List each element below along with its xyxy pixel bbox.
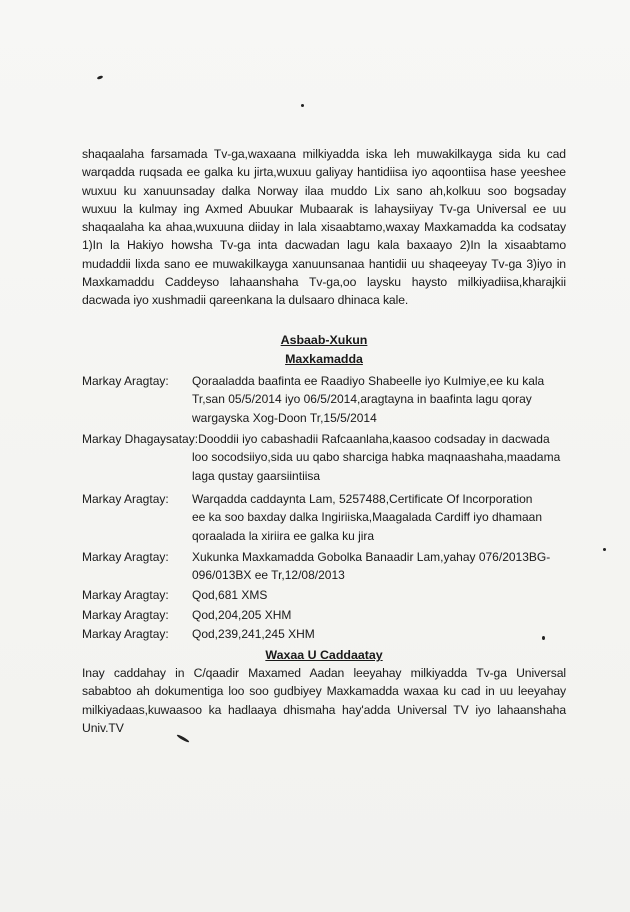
text-line: dacwada iyo xushmadii qareenkana la dulsaaro dhinaca kale. (82, 293, 409, 308)
finding-text: Dooddii iyo cabashadii Rafcaanlaha,kaasoo codsaday in dacwada (198, 432, 550, 446)
text-line: shaqaalaha farsamada Tv-ga,waxaana milkiyadda iska leh muwakilkayga sida ku cad (82, 147, 566, 161)
section-heading-asbaab: Asbaab-Xukun (280, 333, 368, 347)
finding-text: Qod,204,205 XHM (192, 608, 292, 622)
finding-text: 096/013BX ee Tr,12/08/2013 (192, 568, 345, 583)
finding-label: Markay Aragtay: (82, 492, 169, 506)
text-line: 1)In la Hakiyo howsha Tv-ga inta dacwadan lagu kala baxaayo 2)In la xisaabtamo (82, 238, 566, 253)
text-line: warqadda ruqsada ee galka ku jirta,wuxuu galiyay hantidiisa iyo aqoontiisa hase yeeshee (82, 165, 566, 180)
text-line: wuxuu ku xanuunsaday dalka Norway ilaa muddo Lix sano ah,kolkuu soo bogsaday (82, 183, 566, 198)
scan-speck (603, 548, 606, 551)
finding-label: Markay Aragtay: (82, 627, 169, 641)
finding-text: Tr,san 05/5/2014 iyo 06/5/2014,aragtayna in baafinta lagu qoray (192, 392, 532, 407)
scan-speck (301, 104, 304, 107)
text-line: sababtoo ah dokumentiga loo soo gudbiyey Maxkamadda waxaa ku cad in uu leeyahay (82, 684, 566, 699)
finding-text: laga qustay gaarsiintiisa (192, 468, 321, 483)
finding-text: Qod,239,241,245 XHM (192, 627, 315, 641)
text-line: Inay caddahay in C/qaadir Maxamed Aadan leeyahay milkiyadda Tv-ga Universal (82, 666, 566, 680)
finding-label: Markay Aragtay: (82, 588, 169, 602)
section-heading-caddaatay: Waxaa U Caddaatay (265, 648, 383, 662)
finding-text: Qoraaladda baafinta ee Raadiyo Shabeelle iyo Kulmiye,ee ku kala (192, 374, 545, 388)
finding-text: Warqadda caddaynta Lam, 5257488,Certificate Of Incorporation (192, 492, 533, 506)
finding-text: Xukunka Maxkamadda Gobolka Banaadir Lam,yahay 076/2013BG- (192, 550, 551, 564)
finding-text: loo socodsiiyo,sida uu qabo sharciga habka maqnaashaha,maadama (192, 450, 561, 465)
intro-paragraph (82, 145, 566, 310)
finding-label: Markay Aragtay: (82, 608, 169, 622)
finding-label: Markay Aragtay: (82, 374, 169, 388)
text-line: shaqaalaha ka ahaa,wuxuuna diiday in lala xisaabtamo,waxay Maxkamadda ka codsatay (82, 220, 566, 235)
text-line: wuxuu la kulmay ing Axmed Abuukar Mubaarak is lahaysiiyay Tv-ga Universal ee uu (82, 201, 566, 216)
text-line: Maxkamaddu Caddeyso lahaanshaha Tv-ga,oo laysku haysto milkiyadiisa,kharajkii (82, 275, 566, 290)
finding-label: Markay Aragtay: (82, 550, 169, 564)
text-line: milkiyadaas,kuwaasoo ka hadlaaya dhismaha hay'adda Universal TV iyo lahaanshaha (82, 702, 566, 717)
scan-speck (97, 75, 104, 80)
text-line: mudaddii lixda sano ee muwakilkayga xanuunsanaa hantidii uu shaqeeyay Tv-ga 3)iyo in (82, 256, 566, 271)
finding-label: Markay Dhagaysatay: (82, 432, 199, 446)
finding-text: wargayska Xog-Doon Tr,15/5/2014 (192, 410, 377, 425)
text-line: Univ.TV (82, 720, 124, 735)
finding-text: ee ka soo baxday dalka Ingiriiska,Maagalada Cardiff iyo dhamaan (192, 510, 542, 525)
conclusion-paragraph (82, 664, 566, 737)
section-heading-maxkamadda: Maxkamadda (285, 352, 363, 366)
finding-text (82, 430, 567, 448)
finding-text: qoraalada la xiriira ee galka ku jira (192, 528, 375, 543)
finding-text: Qod,681 XMS (192, 588, 268, 602)
